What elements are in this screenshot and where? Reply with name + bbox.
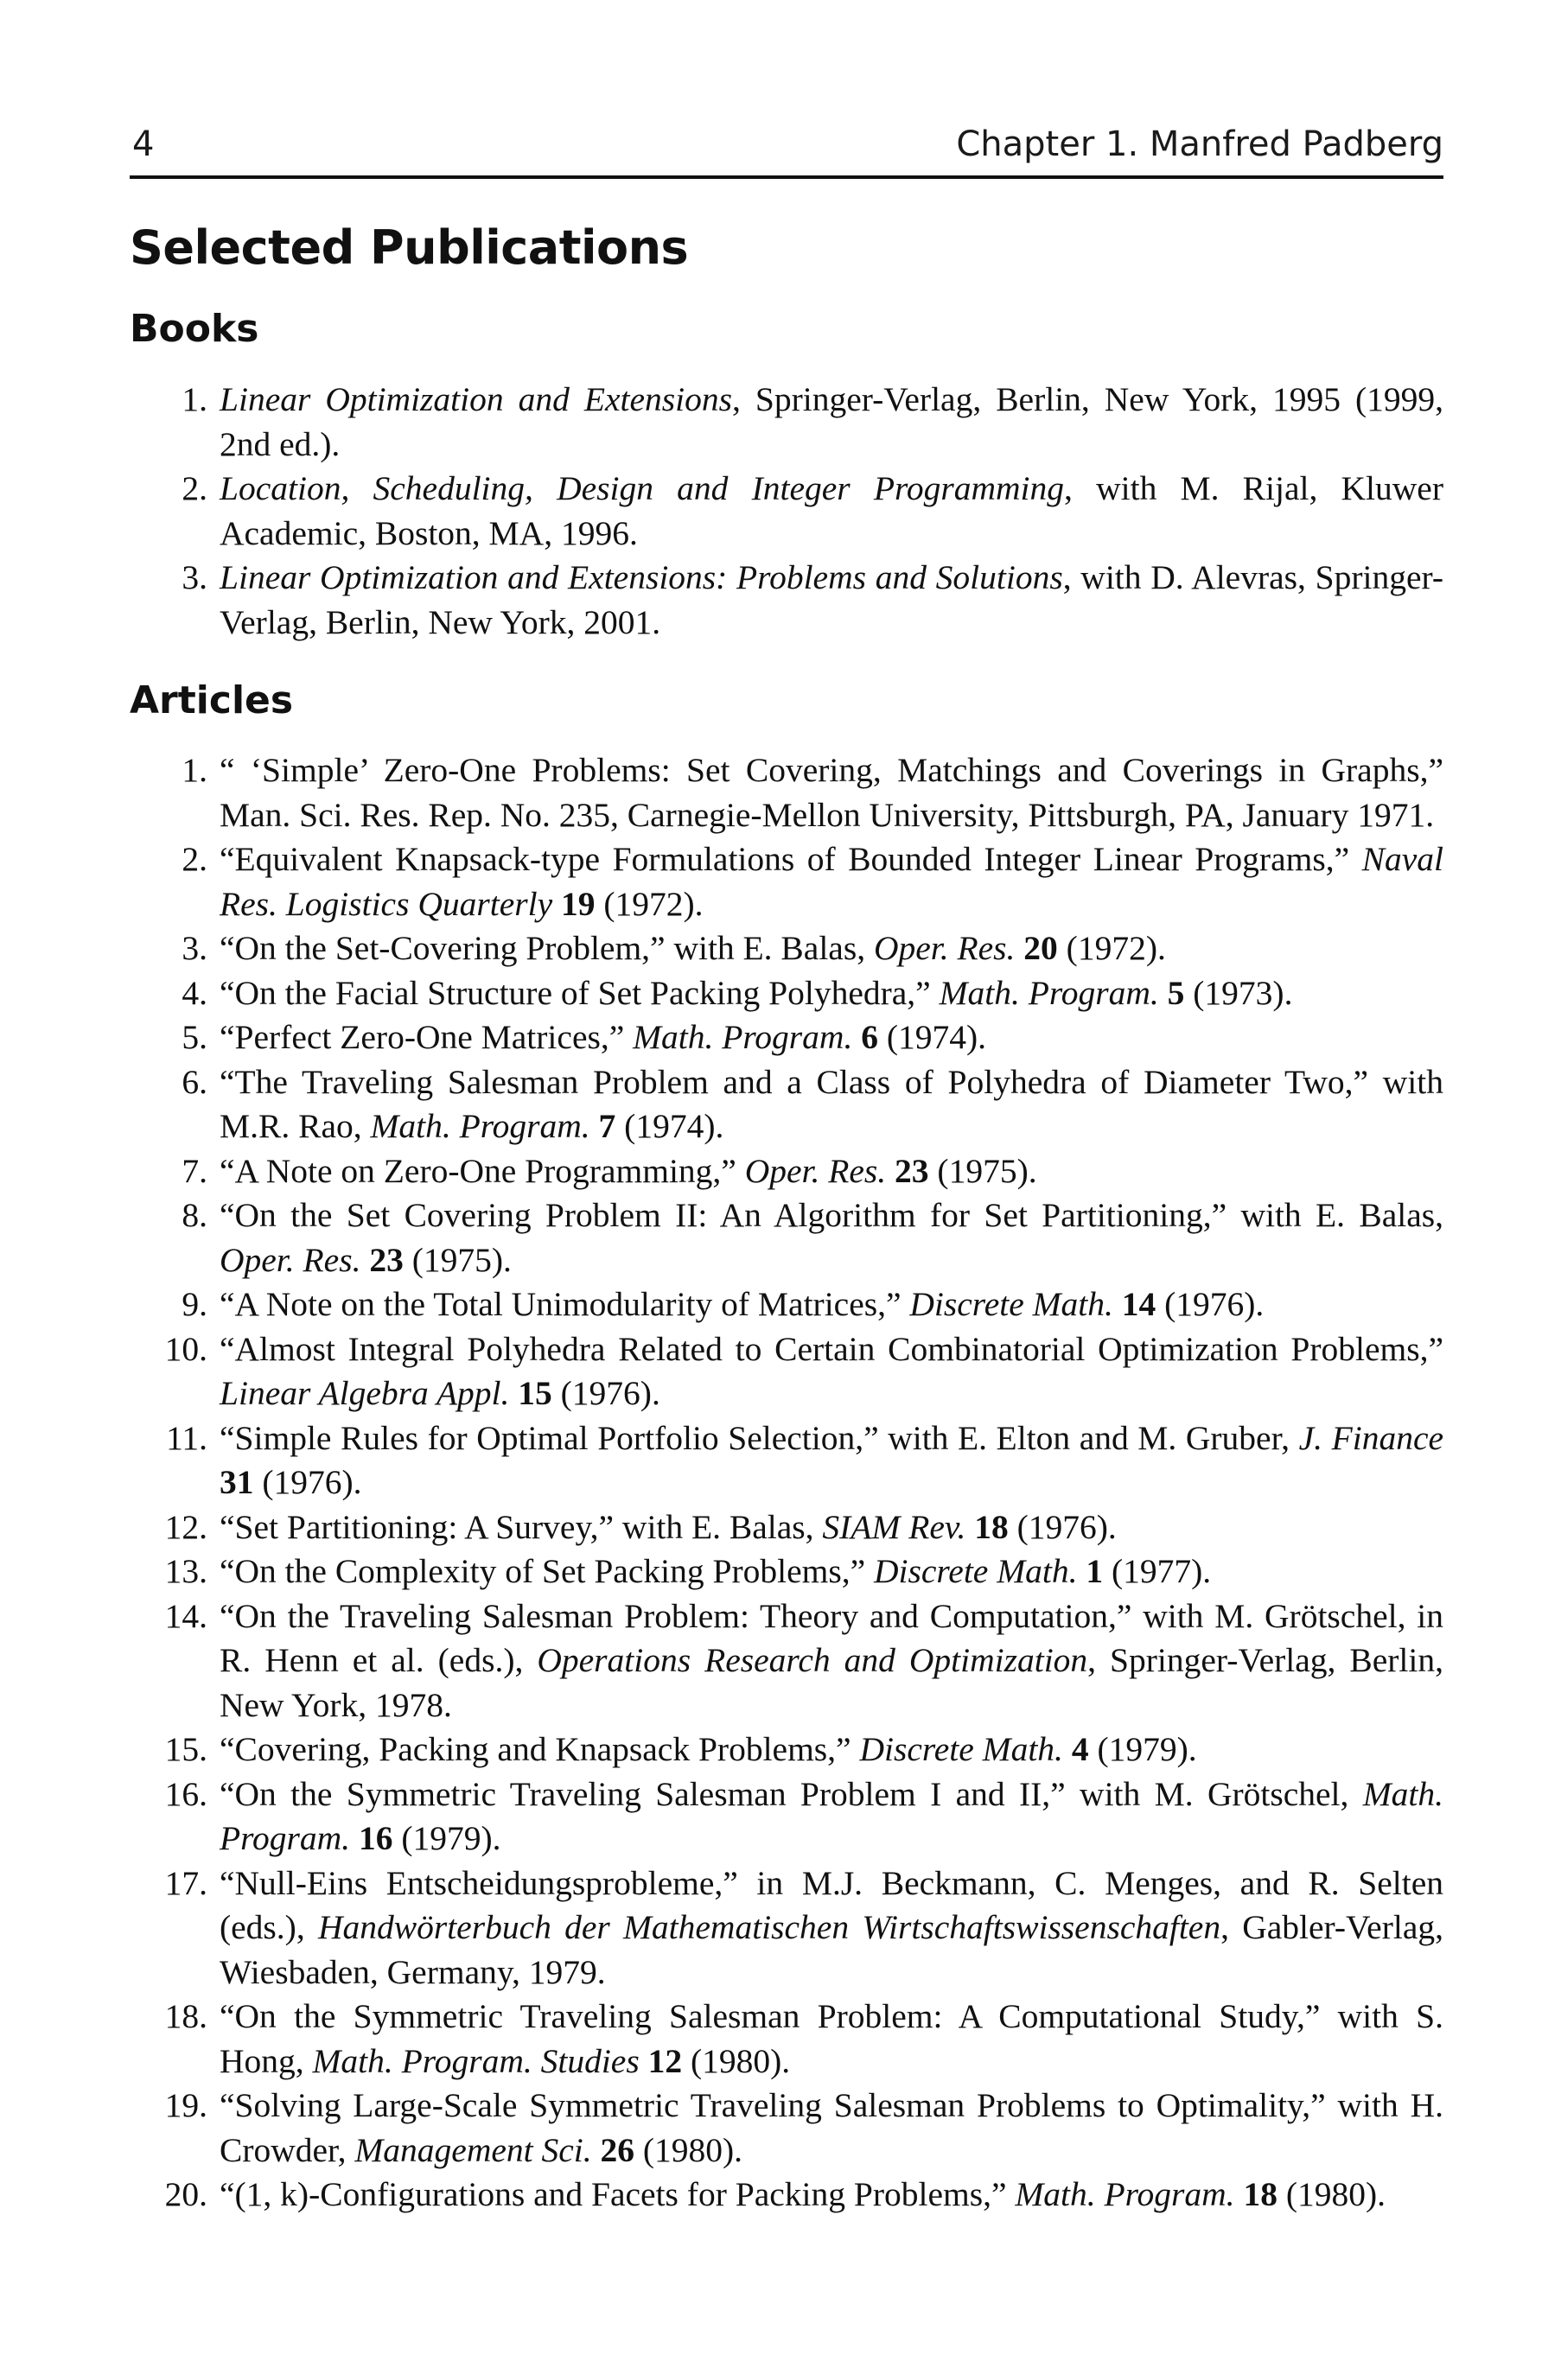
item-number: 5. xyxy=(182,1018,207,1056)
article-item xyxy=(130,1995,1443,2084)
item-number: 8. xyxy=(182,1196,207,1234)
journal-name: Discrete Math. xyxy=(873,1552,1078,1590)
journal-name: Operations Research and Optimization xyxy=(537,1641,1088,1679)
book-title: Linear Optimization and Extensions: Problems and Solutions xyxy=(220,558,1063,596)
item-number: 15. xyxy=(164,1730,207,1768)
journal-name: Math. Program. xyxy=(939,973,1159,1012)
article-item xyxy=(130,926,1443,971)
article-year: (1980). xyxy=(1277,2175,1386,2213)
volume-separator xyxy=(1063,1730,1072,1768)
article-citation: “A Note on the Total Unimodularity of Matrices,” xyxy=(220,1285,910,1323)
volume-number: 5 xyxy=(1167,973,1185,1012)
item-number: 10. xyxy=(164,1329,207,1368)
journal-name: Naval Res. Logistics Quarterly xyxy=(220,840,1443,923)
article-item xyxy=(130,1861,1443,1995)
article-citation: “Null-Eins Entscheidungsprobleme,” in M.J. Beckmann, C. Menges, and R. Selten (eds.), xyxy=(220,1863,1443,1946)
volume-separator xyxy=(1113,1285,1122,1323)
volume-number: 18 xyxy=(974,1507,1009,1546)
book-item xyxy=(130,556,1443,645)
article-item xyxy=(130,1282,1443,1327)
item-number: 1. xyxy=(182,751,207,789)
article-item xyxy=(130,1060,1443,1149)
article-item xyxy=(130,1416,1443,1505)
item-number: 13. xyxy=(164,1552,207,1590)
journal-name: Math. Program. xyxy=(633,1018,853,1056)
journal-name: Math. Program. xyxy=(1015,2175,1235,2213)
volume-separator xyxy=(1077,1552,1086,1590)
article-citation: “On the Traveling Salesman Problem: Theory and Computation,” with M. Grötschel, in R. Henn et al. (eds.), xyxy=(220,1596,1443,1679)
volume-number: 7 xyxy=(598,1107,616,1145)
item-number: 3. xyxy=(182,558,207,596)
article-item xyxy=(130,971,1443,1016)
item-number: 20. xyxy=(164,2175,207,2213)
article-citation: “(1, k)-Configurations and Facets for Packing Problems,” xyxy=(220,2175,1016,2213)
article-item xyxy=(130,1594,1443,1728)
volume-separator xyxy=(360,1241,369,1279)
running-title: Chapter 1. Manfred Padberg xyxy=(956,124,1443,164)
item-number: 4. xyxy=(182,973,207,1012)
volume-number: 4 xyxy=(1071,1730,1089,1768)
item-number: 14. xyxy=(164,1596,207,1635)
article-year: (1974). xyxy=(877,1018,987,1056)
article-year: (1976). xyxy=(551,1374,660,1412)
volume-number: 26 xyxy=(600,2130,634,2169)
books-list xyxy=(130,378,1443,645)
journal-name: J. Finance xyxy=(1298,1418,1444,1457)
article-year: (1972). xyxy=(595,884,704,923)
article-item xyxy=(130,837,1443,926)
book-details: , with D. Alevras, Springer-Verlag, Berlin, New York, 2001. xyxy=(220,558,1443,641)
article-item xyxy=(130,1149,1443,1194)
journal-name: Math. Program. xyxy=(220,1774,1443,1857)
item-number: 2. xyxy=(182,840,207,878)
volume-separator xyxy=(965,1508,974,1546)
volume-number: 23 xyxy=(895,1151,929,1190)
volume-separator xyxy=(640,2042,648,2080)
volume-number: 16 xyxy=(358,1819,393,1857)
volume-number: 23 xyxy=(369,1240,404,1279)
volume-number: 15 xyxy=(518,1374,552,1412)
article-year: , Springer-Verlag, Berlin, New York, 1978. xyxy=(220,1641,1444,1724)
article-item xyxy=(130,1193,1443,1282)
journal-name: Math. Program. Studies xyxy=(312,2041,640,2080)
journal-name: Management Sci. xyxy=(354,2130,592,2169)
article-citation: “ ‘Simple’ Zero-One Problems: Set Covering, Matchings and Coverings in Graphs,” Man. Sci. Res. Rep. No. 235, Carnegie-Mellon University, Pittsburgh, PA, January 1971. xyxy=(220,751,1443,834)
article-citation: “A Note on Zero-One Programming,” xyxy=(220,1151,745,1190)
book-item xyxy=(130,378,1443,467)
article-citation: “On the Set-Covering Problem,” with E. Balas, xyxy=(220,929,874,967)
volume-separator xyxy=(886,1152,895,1190)
article-year: (1975). xyxy=(403,1240,512,1279)
article-citation: “Equivalent Knapsack-type Formulations of Bounded Integer Linear Programs,” xyxy=(220,840,1362,878)
volume-separator xyxy=(1159,974,1168,1012)
article-year: (1979). xyxy=(392,1819,501,1857)
volume-number: 1 xyxy=(1086,1552,1104,1590)
volume-number: 19 xyxy=(560,884,596,923)
item-number: 19. xyxy=(164,2086,207,2124)
item-number: 6. xyxy=(182,1062,207,1101)
article-citation: “On the Complexity of Set Packing Problems,” xyxy=(220,1552,874,1590)
volume-number: 14 xyxy=(1121,1285,1156,1323)
item-number: 1. xyxy=(182,380,207,418)
item-number: 9. xyxy=(182,1285,207,1323)
journal-name: Oper. Res. xyxy=(744,1151,887,1190)
books-heading: Books xyxy=(130,307,259,351)
journal-name: SIAM Rev. xyxy=(822,1507,966,1546)
book-details: , with M. Rijal, Kluwer Academic, Boston, MA, 1996. xyxy=(220,469,1443,552)
article-year: , Gabler-Verlag, Wiesbaden, Germany, 1979. xyxy=(220,1908,1443,1991)
item-number: 12. xyxy=(164,1507,207,1546)
volume-separator xyxy=(552,885,561,923)
item-number: 16. xyxy=(164,1774,207,1813)
article-year: (1976). xyxy=(253,1463,362,1501)
articles-list xyxy=(130,748,1443,2218)
book-details: , Springer-Verlag, Berlin, New York, 1995 (1999, 2nd ed.). xyxy=(220,380,1443,463)
journal-name: Handwörterbuch der Mathematischen Wirtschaftswissenschaften xyxy=(317,1908,1221,1946)
article-citation: “Set Partitioning: A Survey,” with E. Balas, xyxy=(220,1507,823,1546)
page-number: 4 xyxy=(132,124,155,164)
volume-number: 20 xyxy=(1023,929,1058,967)
article-year: (1976). xyxy=(1156,1285,1265,1323)
volume-separator xyxy=(350,1819,359,1857)
page-header xyxy=(130,121,1443,173)
journal-name: Linear Algebra Appl. xyxy=(220,1374,510,1412)
article-item xyxy=(130,1550,1443,1594)
article-item xyxy=(130,2084,1443,2173)
volume-number: 31 xyxy=(220,1463,254,1501)
volume-separator xyxy=(1235,2175,1244,2213)
item-number: 7. xyxy=(182,1151,207,1190)
item-number: 17. xyxy=(164,1863,207,1902)
article-year: (1975). xyxy=(928,1151,1037,1190)
article-year: (1976). xyxy=(1008,1507,1117,1546)
journal-name: Discrete Math. xyxy=(859,1730,1063,1768)
section-title: Selected Publications xyxy=(130,220,689,275)
journal-name: Oper. Res. xyxy=(220,1240,361,1279)
article-year: (1977). xyxy=(1103,1552,1212,1590)
journal-name: Discrete Math. xyxy=(909,1285,1113,1323)
article-citation: “Simple Rules for Optimal Portfolio Selection,” with E. Elton and M. Gruber, xyxy=(220,1418,1299,1457)
item-number: 3. xyxy=(182,929,207,967)
article-item xyxy=(130,748,1443,837)
article-item xyxy=(130,1327,1443,1416)
header-rule xyxy=(130,175,1443,179)
article-item xyxy=(130,2173,1443,2218)
volume-separator xyxy=(509,1374,518,1412)
article-item xyxy=(130,1772,1443,1861)
journal-name: Oper. Res. xyxy=(873,929,1016,967)
article-citation: “On the Set Covering Problem II: An Algorithm for Set Partitioning,” with E. Balas, xyxy=(220,1196,1443,1234)
journal-name: Math. Program. xyxy=(370,1107,590,1145)
volume-separator xyxy=(1015,929,1023,967)
article-year: (1973). xyxy=(1184,973,1293,1012)
article-item xyxy=(130,1015,1443,1060)
article-year: (1979). xyxy=(1088,1730,1197,1768)
article-citation: “Covering, Packing and Knapsack Problems,” xyxy=(220,1730,860,1768)
article-citation: “The Traveling Salesman Problem and a Class of Polyhedra of Diameter Two,” with M.R. Rao, xyxy=(220,1062,1443,1145)
book-item xyxy=(130,467,1443,556)
item-number: 2. xyxy=(182,469,207,507)
book-title: Location, Scheduling, Design and Integer Programming xyxy=(220,469,1065,507)
volume-separator xyxy=(852,1018,861,1056)
articles-heading: Articles xyxy=(130,678,294,722)
volume-separator xyxy=(590,1107,599,1145)
article-citation: “Perfect Zero-One Matrices,” xyxy=(220,1018,634,1056)
article-citation: “On the Symmetric Traveling Salesman Problem: A Computational Study,” with S. Hong, xyxy=(220,1997,1443,2080)
volume-number: 6 xyxy=(861,1018,878,1056)
article-item xyxy=(130,1728,1443,1772)
item-number: 18. xyxy=(164,1997,207,2035)
article-citation: “On the Facial Structure of Set Packing Polyhedra,” xyxy=(220,973,940,1012)
volume-separator xyxy=(592,2131,601,2169)
article-year: (1980). xyxy=(682,2041,791,2080)
book-title: Linear Optimization and Extensions xyxy=(220,380,732,418)
article-item xyxy=(130,1505,1443,1550)
article-citation: “Solving Large-Scale Symmetric Traveling Salesman Problems to Optimality,” with H. Crowder, xyxy=(220,2086,1443,2169)
article-citation: “On the Symmetric Traveling Salesman Problem I and II,” with M. Grötschel, xyxy=(220,1774,1363,1813)
article-year: (1980). xyxy=(634,2130,743,2169)
item-number: 11. xyxy=(166,1418,207,1457)
article-citation: “Almost Integral Polyhedra Related to Certain Combinatorial Optimization Problems,” xyxy=(220,1329,1443,1368)
article-year: (1972). xyxy=(1057,929,1166,967)
article-year: (1974). xyxy=(615,1107,724,1145)
volume-number: 18 xyxy=(1243,2175,1277,2213)
volume-number: 12 xyxy=(647,2041,683,2080)
